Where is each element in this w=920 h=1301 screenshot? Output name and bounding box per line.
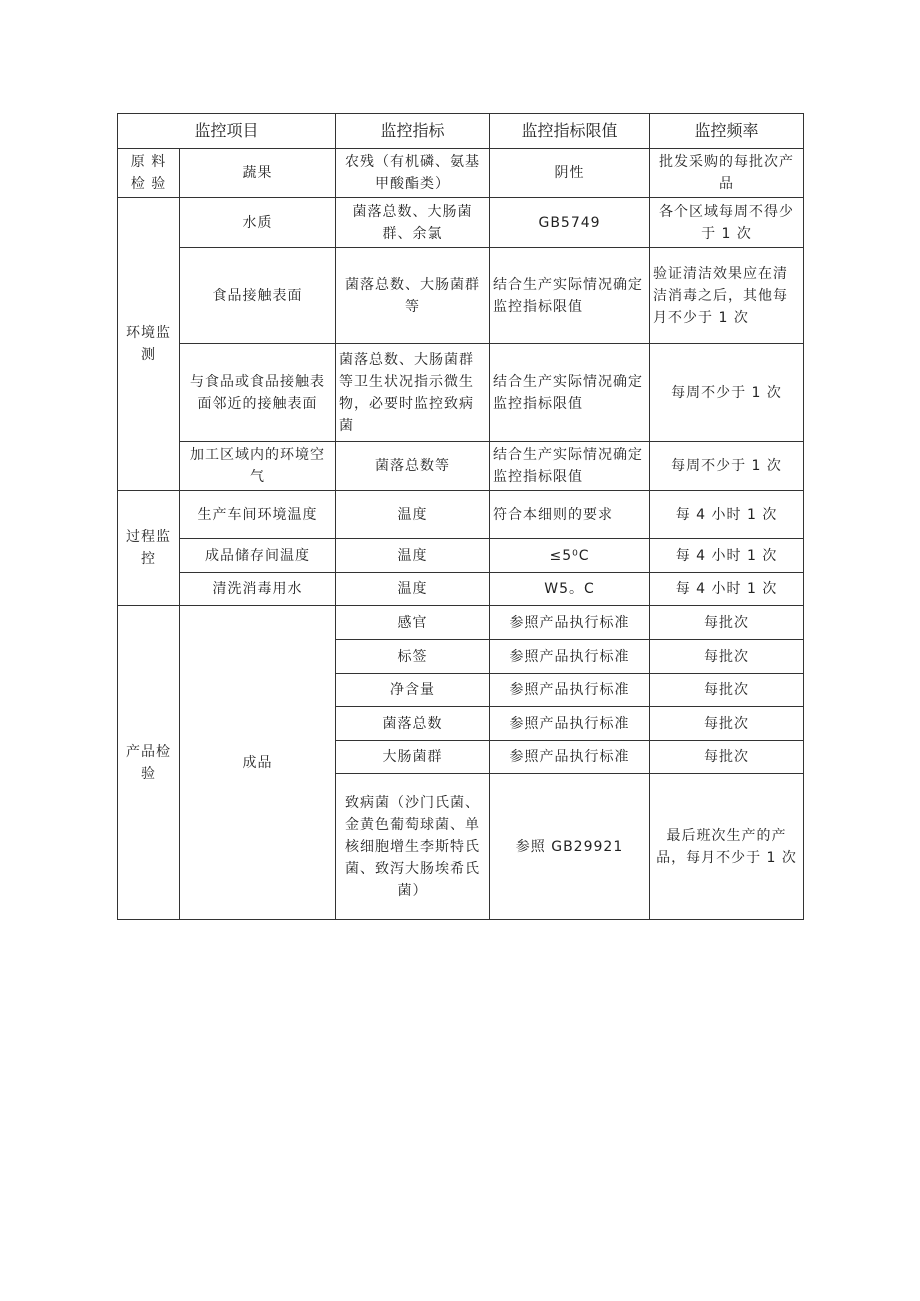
item-cell: 水质	[180, 198, 336, 248]
limit-cell: 阴性	[490, 149, 650, 198]
indicator-cell: 温度	[336, 539, 490, 573]
table-row	[118, 539, 804, 573]
limit-cell: 结合生产实际情况确定监控指标限值	[490, 442, 650, 491]
frequency-cell: 每批次	[650, 674, 804, 707]
item-cell: 生产车间环境温度	[180, 491, 336, 539]
item-cell: 加工区域内的环境空气	[180, 442, 336, 491]
frequency-cell: 批发采购的每批次产品	[650, 149, 804, 198]
limit-cell: 参照产品执行标准	[490, 741, 650, 774]
frequency-cell: 每 4 小时 1 次	[650, 539, 804, 573]
indicator-cell: 农残（有机磷、氨基甲酸酯类）	[336, 149, 490, 198]
table-row	[118, 491, 804, 539]
header-indicator: 监控指标	[336, 114, 490, 149]
indicator-cell: 致病菌（沙门氏菌、金黄色葡萄球菌、单核细胞增生李斯特氏菌、致泻大肠埃希氏菌）	[336, 774, 490, 920]
item-cell: 蔬果	[180, 149, 336, 198]
indicator-cell: 温度	[336, 573, 490, 606]
header-frequency: 监控频率	[650, 114, 804, 149]
frequency-cell: 验证清洁效果应在清洁消毒之后，其他每月不少于 1 次	[650, 248, 804, 344]
limit-cell: ≤5⁰C	[490, 539, 650, 573]
item-cell: 成品储存间温度	[180, 539, 336, 573]
limit-cell: 结合生产实际情况确定监控指标限值	[490, 344, 650, 442]
indicator-cell: 菌落总数	[336, 707, 490, 741]
category-env: 环境监测	[118, 198, 180, 491]
frequency-cell: 每 4 小时 1 次	[650, 491, 804, 539]
indicator-cell: 菌落总数等	[336, 442, 490, 491]
indicator-cell: 菌落总数、大肠菌群等	[336, 248, 490, 344]
table-row	[118, 344, 804, 442]
limit-cell: 结合生产实际情况确定监控指标限值	[490, 248, 650, 344]
indicator-cell: 感官	[336, 606, 490, 640]
header-row	[118, 114, 804, 149]
header-limit: 监控指标限值	[490, 114, 650, 149]
limit-cell: 参照产品执行标准	[490, 707, 650, 741]
indicator-cell: 大肠菌群	[336, 741, 490, 774]
table-row	[118, 149, 804, 198]
indicator-cell: 净含量	[336, 674, 490, 707]
frequency-cell: 最后班次生产的产品，每月不少于 1 次	[650, 774, 804, 920]
monitoring-table	[117, 113, 804, 920]
header-item: 监控项目	[118, 114, 336, 149]
table-row	[118, 606, 804, 640]
frequency-cell: 每 4 小时 1 次	[650, 573, 804, 606]
frequency-cell: 各个区域每周不得少于 1 次	[650, 198, 804, 248]
item-cell: 食品接触表面	[180, 248, 336, 344]
item-cell: 清洗消毒用水	[180, 573, 336, 606]
frequency-cell: 每周不少于 1 次	[650, 344, 804, 442]
limit-cell: 参照产品执行标准	[490, 640, 650, 674]
table-row	[118, 573, 804, 606]
limit-cell: 参照 GB29921	[490, 774, 650, 920]
category-raw: 原 料 检 验	[118, 149, 180, 198]
table-row	[118, 442, 804, 491]
indicator-cell: 标签	[336, 640, 490, 674]
limit-cell: 参照产品执行标准	[490, 674, 650, 707]
frequency-cell: 每批次	[650, 640, 804, 674]
indicator-cell: 温度	[336, 491, 490, 539]
frequency-cell: 每批次	[650, 606, 804, 640]
limit-cell: 符合本细则的要求	[490, 491, 650, 539]
category-product: 产品检验	[118, 606, 180, 920]
frequency-cell: 每批次	[650, 741, 804, 774]
item-cell: 成品	[180, 606, 336, 920]
indicator-cell: 菌落总数、大肠菌群、余氯	[336, 198, 490, 248]
category-process: 过程监控	[118, 491, 180, 606]
frequency-cell: 每周不少于 1 次	[650, 442, 804, 491]
limit-cell: W5。C	[490, 573, 650, 606]
table-row	[118, 198, 804, 248]
limit-cell: GB5749	[490, 198, 650, 248]
indicator-cell: 菌落总数、大肠菌群等卫生状况指示微生物，必要时监控致病菌	[336, 344, 490, 442]
frequency-cell: 每批次	[650, 707, 804, 741]
table-row	[118, 248, 804, 344]
item-cell: 与食品或食品接触表面邻近的接触表面	[180, 344, 336, 442]
limit-cell: 参照产品执行标准	[490, 606, 650, 640]
